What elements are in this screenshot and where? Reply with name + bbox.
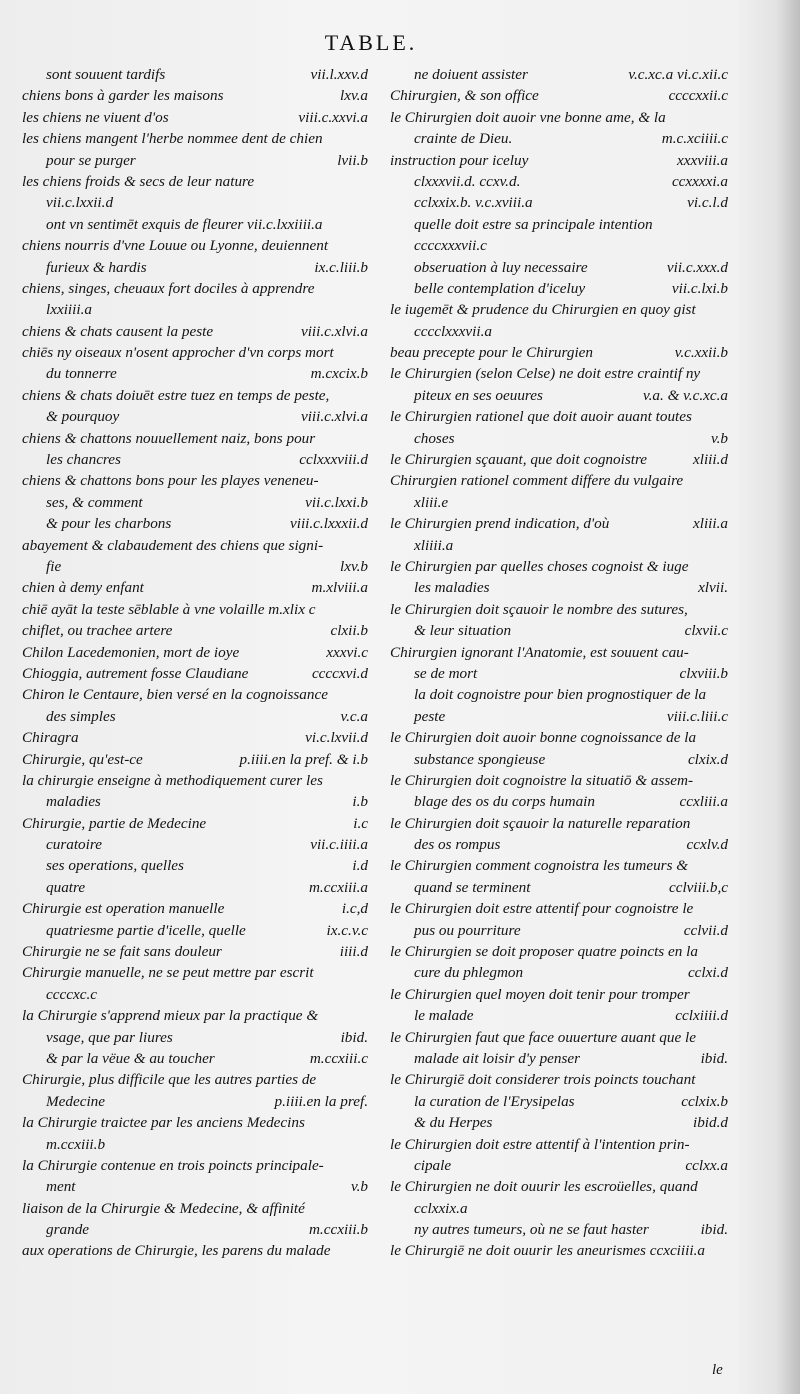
index-entry-text: ont vn sentimēt exquis de fleurer vii.c.lxxiiii.a <box>46 215 323 233</box>
index-entry-reference: vii.c.iiii.a <box>310 836 368 854</box>
index-entry-text: chiens & chattons bons pour les playes veneneu- <box>22 472 319 490</box>
index-line <box>390 877 728 898</box>
index-entry-text: le Chirurgien quel moyen doit tenir pour tromper <box>390 985 690 1003</box>
index-line <box>390 257 728 278</box>
index-line <box>22 235 368 256</box>
index-entry-text: blage des os du corps humain <box>414 793 595 811</box>
index-entry-text: & du Herpes <box>414 1114 493 1132</box>
index-line <box>390 1091 728 1112</box>
index-entry-text: la doit cognoistre pour bien prognostiquer de la <box>414 686 707 704</box>
index-entry-reference: xliii.a <box>692 515 728 533</box>
index-entry-reference: m.c.xciiii.c <box>661 130 728 148</box>
index-entry-text: chiens nourris d'vne Louue ou Lyonne, deuiennent <box>22 237 329 255</box>
index-entry-text: la curation de l'Erysipelas <box>414 1092 575 1110</box>
index-entry-reference: ix.c.v.c <box>326 921 368 939</box>
index-line <box>22 577 368 598</box>
index-entry-reference: ibid. <box>340 1028 368 1046</box>
index-entry-text: ment <box>46 1178 76 1196</box>
index-line <box>22 1155 368 1176</box>
index-entry-text: Chiron le Centaure, bien versé en la cognoissance <box>22 686 328 704</box>
index-line <box>22 428 368 449</box>
index-entry-reference: xxxvi.c <box>326 643 368 661</box>
index-line <box>390 85 728 106</box>
index-line <box>390 428 728 449</box>
index-entry-text: cure du phlegmon <box>414 964 524 982</box>
index-entry-reference: v.a. & v.c.xc.a <box>642 386 728 404</box>
index-line <box>390 813 728 834</box>
index-entry-text: ny autres tumeurs, où ne se faut haster <box>414 1221 649 1239</box>
catchword: le <box>712 1362 723 1378</box>
index-entry-text: lxxiiii.a <box>46 301 92 319</box>
index-entry-reference: vii.l.xxv.d <box>310 66 368 83</box>
index-line <box>390 791 728 812</box>
index-entry-reference: viii.c.xlvi.a <box>300 408 368 426</box>
index-entry-reference: ccxlv.d <box>686 836 728 854</box>
index-entry-reference: ccxxxxi.a <box>671 172 728 190</box>
index-line <box>390 855 728 876</box>
index-line <box>390 299 728 320</box>
index-entry-text: obseruation à luy necessaire <box>414 258 588 276</box>
right-column <box>390 64 728 1262</box>
index-entry-text: Chirurgie ne se fait sans douleur <box>22 943 222 961</box>
index-entry-text: le Chirurgien faut que face ouuerture auant que le <box>390 1028 696 1046</box>
index-line <box>22 1240 368 1261</box>
index-line <box>390 449 728 470</box>
index-entry-text: le Chirurgien doit sçauoir la naturelle reparation <box>390 814 691 832</box>
index-entry-reference: v.c.xc.a vi.c.xii.c <box>628 66 728 83</box>
index-line <box>22 706 368 727</box>
index-line <box>390 1155 728 1176</box>
index-entry-reference: m.ccxiii.a <box>308 878 368 896</box>
index-entry-text: la Chirurgie s'apprend mieux par la practique & <box>22 1007 319 1025</box>
index-entry-text: maladies <box>46 793 101 811</box>
index-line <box>22 299 368 320</box>
index-entry-text: chiens, singes, cheuaux fort dociles à apprendre <box>22 279 315 297</box>
index-line <box>22 1134 368 1155</box>
index-line <box>22 1198 368 1219</box>
index-entry-reference: viii.c.liii.c <box>666 707 728 725</box>
index-line <box>390 150 728 171</box>
index-entry-reference: cclxi.d <box>687 964 728 982</box>
index-line <box>22 791 368 812</box>
index-line <box>390 941 728 962</box>
index-entry-reference: m.xlviii.a <box>311 579 368 597</box>
page-header: TABLE. <box>324 30 418 55</box>
index-entry-text: le malade <box>414 1007 474 1025</box>
index-entry-text: des simples <box>46 707 116 725</box>
index-line <box>390 128 728 149</box>
index-line <box>22 492 368 513</box>
page-edge <box>742 0 800 1394</box>
index-line <box>390 1069 728 1090</box>
index-entry-text: le Chirurgiē doit considerer trois poincts touchant <box>390 1071 696 1089</box>
index-line <box>22 342 368 363</box>
index-line <box>390 385 728 406</box>
index-line <box>22 85 368 106</box>
index-entry-text: le Chirurgien par quelles choses cognoist & iuge <box>390 557 689 575</box>
index-entry-text: quelle doit estre sa principale intention <box>414 215 653 233</box>
index-entry-text: quatre <box>46 878 86 896</box>
index-entry-reference: p.iiii.en la pref. & i.b <box>239 750 368 768</box>
index-entry-text: ses operations, quelles <box>46 857 184 875</box>
index-entry-text: Chirurgien, & son office <box>390 87 539 105</box>
index-line <box>390 620 728 641</box>
index-line <box>22 1112 368 1133</box>
index-line <box>22 749 368 770</box>
index-entry-text: les chiens froids & secs de leur nature <box>22 172 255 190</box>
index-line <box>22 727 368 748</box>
index-line <box>390 599 728 620</box>
index-line <box>390 535 728 556</box>
index-line <box>390 727 728 748</box>
index-entry-text: ne doiuent assister <box>414 66 528 83</box>
index-entry-reference: viii.c.xlvi.a <box>300 322 368 340</box>
index-line <box>22 684 368 705</box>
index-entry-reference: clxii.b <box>330 622 368 640</box>
index-line <box>22 535 368 556</box>
index-entry-text: le Chirurgien doit sçauoir le nombre des sutures, <box>390 600 688 618</box>
index-line <box>390 706 728 727</box>
index-line <box>22 214 368 235</box>
index-entry-reference: xxxviii.a <box>676 151 728 169</box>
index-entry-text: instruction pour iceluy <box>390 151 529 169</box>
index-entry-reference: m.cxcix.b <box>310 365 368 383</box>
index-entry-text: xliii.e <box>414 493 449 511</box>
index-entry-text: abayement & clabaudement des chiens que signi- <box>22 536 324 554</box>
index-line <box>22 1176 368 1197</box>
index-line <box>390 920 728 941</box>
index-line <box>390 1112 728 1133</box>
index-entry-text: aux operations de Chirurgie, les parens du malade <box>22 1242 331 1260</box>
index-entry-text: les chiens ne viuent d'os <box>22 108 169 126</box>
index-entry-reference: v.b <box>350 1178 368 1196</box>
index-entry-text: ccccxxxvii.c <box>414 237 487 255</box>
index-entry-text: le Chirurgien doit auoir vne bonne ame, & la <box>390 108 666 126</box>
index-entry-text: sont souuent tardifs <box>46 66 166 83</box>
index-line <box>390 1176 728 1197</box>
index-entry-reference: vi.c.l.d <box>687 194 728 212</box>
index-entry-text: peste <box>414 707 446 725</box>
index-line <box>390 642 728 663</box>
index-entry-text: le Chirurgien se doit proposer quatre poincts en la <box>390 943 698 961</box>
index-line <box>22 64 368 85</box>
index-line <box>390 214 728 235</box>
index-line <box>390 406 728 427</box>
index-entry-text: le Chirurgien sçauant, que doit cognoistre <box>390 451 648 469</box>
index-entry-text: vii.c.lxxii.d <box>46 194 114 212</box>
index-line <box>22 150 368 171</box>
index-entry-text: pus ou pourriture <box>414 921 521 939</box>
index-entry-reference: lvii.b <box>337 151 368 169</box>
index-entry-reference: clxix.d <box>687 750 728 768</box>
index-entry-text: des os rompus <box>414 836 501 854</box>
index-entry-text: chiflet, ou trachee artere <box>22 622 173 640</box>
index-entry-reference: vii.c.lxxi.b <box>305 493 368 511</box>
index-entry-text: beau precepte pour le Chirurgien <box>390 344 594 362</box>
index-entry-text: ccccxc.c <box>46 985 97 1003</box>
index-line <box>390 107 728 128</box>
index-entry-text: chiens & chattons nouuellement naiz, bons pour <box>22 429 316 447</box>
index-line <box>390 663 728 684</box>
index-entry-text: la chirurgie enseigne à methodiquement curer les <box>22 771 323 789</box>
index-entry-text: chiens bons à garder les maisons <box>22 87 224 105</box>
index-entry-text: crainte de Dieu. <box>414 130 513 148</box>
index-entry-reference: cclvii.d <box>683 921 728 939</box>
index-line <box>22 813 368 834</box>
index-entry-text: xliiii.a <box>414 536 454 554</box>
index-entry-text: cclxxix.a <box>414 1199 468 1217</box>
index-line <box>22 278 368 299</box>
index-entry-text: chiens & chats causent la peste <box>22 322 214 340</box>
index-entry-text: vsage, que par liures <box>46 1028 173 1046</box>
index-entry-text: se de mort <box>414 664 478 682</box>
index-entry-text: & leur situation <box>414 622 512 640</box>
index-entry-text: le Chirurgien doit cognoistre la situatiō & assem- <box>390 771 694 789</box>
index-entry-text: chien à demy enfant <box>22 579 144 597</box>
index-line <box>390 342 728 363</box>
index-entry-text: Chirurgie, qu'est-ce <box>22 750 143 768</box>
index-entry-reference: vii.c.lxi.b <box>671 279 728 297</box>
index-entry-reference: i.c,d <box>341 900 368 918</box>
index-entry-text: piteux en ses oeuures <box>414 386 543 404</box>
index-entry-text: le Chirurgiē ne doit ouurir les aneurismes ccxciiii.a <box>390 1242 705 1260</box>
index-entry-text: ses, & comment <box>46 493 143 511</box>
index-line <box>22 107 368 128</box>
index-line <box>22 406 368 427</box>
index-entry-text: le Chirurgien doit estre attentif à l'intention prin- <box>390 1135 690 1153</box>
index-entry-reference: i.b <box>352 793 368 811</box>
index-line <box>390 278 728 299</box>
index-entry-text: chiē ayāt la teste sēblable à vne volaille m.xlix c <box>22 600 316 618</box>
index-line <box>22 642 368 663</box>
index-entry-reference: m.ccxiii.b <box>308 1221 368 1239</box>
index-line <box>390 64 728 85</box>
index-entry-text: le Chirurgien doit auoir bonne cognoissance de la <box>390 729 697 747</box>
index-entry-text: cccclxxxvii.a <box>414 322 492 340</box>
index-entry-reference: ibid.d <box>692 1114 728 1132</box>
index-entry-text: Chirurgien rationel comment differe du vulgaire <box>390 472 684 490</box>
index-line <box>390 577 728 598</box>
index-line <box>390 513 728 534</box>
index-line <box>22 1005 368 1026</box>
index-entry-reference: cclviii.b,c <box>668 878 728 896</box>
index-line <box>390 984 728 1005</box>
index-line <box>390 470 728 491</box>
index-entry-text: le Chirurgien comment cognoistra les tumeurs & <box>390 857 689 875</box>
index-line <box>22 599 368 620</box>
index-entry-text: les chancres <box>46 451 121 469</box>
index-entry-reference: vii.c.xxx.d <box>666 258 728 276</box>
index-entry-reference: lxv.b <box>340 557 368 575</box>
index-entry-reference: cclxiiii.d <box>675 1007 728 1025</box>
index-line <box>22 128 368 149</box>
index-line <box>390 684 728 705</box>
index-line <box>22 257 368 278</box>
index-line <box>22 385 368 406</box>
index-line <box>390 834 728 855</box>
index-entry-reference: v.c.a <box>340 707 368 725</box>
index-entry-text: Chilon Lacedemonien, mort de ioye <box>22 643 240 661</box>
index-entry-text: chiens & chats doiuēt estre tuez en temps de peste, <box>22 386 330 404</box>
index-entry-text: pour se purger <box>46 151 136 169</box>
index-entry-text: le Chirurgien prend indication, d'où <box>390 515 610 533</box>
index-entry-reference: i.c <box>353 814 368 832</box>
index-entry-text: liaison de la Chirurgie & Medecine, & affinité <box>22 1199 305 1217</box>
index-line <box>390 1048 728 1069</box>
index-line <box>390 363 728 384</box>
index-line <box>22 877 368 898</box>
index-line <box>390 770 728 791</box>
index-entry-text: & pour les charbons <box>46 515 172 533</box>
index-entry-reference: xlvii. <box>698 579 728 597</box>
index-entry-text: quand se terminent <box>414 878 531 896</box>
index-line <box>390 1198 728 1219</box>
index-entry-reference: xliii.d <box>692 451 728 469</box>
index-line <box>22 556 368 577</box>
index-line <box>22 1091 368 1112</box>
index-entry-reference: cclxix.b <box>681 1092 728 1110</box>
index-entry-text: fie <box>46 557 62 575</box>
index-entry-text: Medecine <box>46 1092 106 1110</box>
index-entry-reference: vi.c.lxvii.d <box>305 729 368 747</box>
index-entry-text: belle contemplation d'iceluy <box>414 279 586 297</box>
index-entry-reference: cclxx.a <box>685 1156 728 1174</box>
index-line <box>22 898 368 919</box>
index-entry-text: Chirurgie manuelle, ne se peut mettre par escrit <box>22 964 314 982</box>
index-entry-reference: clxviii.b <box>679 664 728 682</box>
index-line <box>22 984 368 1005</box>
index-entry-reference: ccccxxii.c <box>668 87 728 105</box>
index-line <box>22 513 368 534</box>
index-line <box>22 663 368 684</box>
index-entry-text: Chirurgien ignorant l'Anatomie, est souuent cau- <box>390 643 689 661</box>
index-entry-text: & pourquoy <box>46 408 120 426</box>
index-entry-reference: ibid. <box>700 1049 728 1067</box>
index-line <box>390 1005 728 1026</box>
index-line <box>22 470 368 491</box>
index-line <box>22 449 368 470</box>
index-entry-text: curatoire <box>46 836 102 854</box>
index-line <box>390 171 728 192</box>
index-line <box>22 855 368 876</box>
index-entry-reference: m.ccxiii.c <box>309 1049 368 1067</box>
index-entry-reference: i.d <box>352 857 368 875</box>
index-entry-text: le Chirurgien doit estre attentif pour cognoistre le <box>390 900 694 918</box>
index-entry-reference: lxv.a <box>340 87 368 105</box>
index-entry-reference: viii.c.lxxxii.d <box>289 515 368 533</box>
index-entry-text: cclxxix.b. v.c.xviii.a <box>414 194 533 212</box>
index-entry-reference: v.c.xxii.b <box>674 344 728 362</box>
index-entry-text: clxxxvii.d. ccxv.d. <box>414 172 521 190</box>
index-entry-text: les maladies <box>414 579 490 597</box>
index-line <box>390 192 728 213</box>
index-line <box>22 192 368 213</box>
index-line <box>390 556 728 577</box>
index-line <box>390 321 728 342</box>
left-column <box>22 64 368 1262</box>
index-entry-text: chiēs ny oiseaux n'osent approcher d'vn corps mort <box>22 344 334 362</box>
index-line <box>390 898 728 919</box>
index-entry-reference: p.iiii.en la pref. <box>274 1092 368 1110</box>
index-entry-text: Chiragra <box>22 729 79 747</box>
index-entry-text: la Chirurgie traictee par les anciens Medecins <box>22 1114 305 1132</box>
index-line <box>22 1069 368 1090</box>
index-entry-text: du tonnerre <box>46 365 117 383</box>
index-line <box>22 620 368 641</box>
index-entry-text: quatriesme partie d'icelle, quelle <box>46 921 246 939</box>
index-entry-text: les chiens mangent l'herbe nommee dent de chien <box>22 130 323 148</box>
index-line <box>22 1027 368 1048</box>
index-line <box>22 770 368 791</box>
index-entry-text: la Chirurgie contenue en trois poincts principale- <box>22 1156 324 1174</box>
index-entry-text: m.ccxiii.b <box>46 1135 106 1153</box>
index-line <box>390 1240 728 1261</box>
index-line <box>22 1048 368 1069</box>
index-entry-text: Chirurgie est operation manuelle <box>22 900 225 918</box>
index-line <box>22 834 368 855</box>
index-entry-reference: iiii.d <box>339 943 368 961</box>
index-line <box>390 235 728 256</box>
index-entry-text: & par la vëue & au toucher <box>46 1049 215 1067</box>
index-line <box>22 171 368 192</box>
index-entry-text: le Chirurgien rationel que doit auoir auant toutes <box>390 408 692 426</box>
index-entry-text: furieux & hardis <box>46 258 147 276</box>
index-line <box>390 492 728 513</box>
index-entry-text: le Chirurgien ne doit ouurir les escroüelles, quand <box>390 1178 698 1196</box>
index-entry-text: le iugemēt & prudence du Chirurgien en quoy gist <box>390 301 696 319</box>
index-line <box>22 941 368 962</box>
index-entry-reference: clxvii.c <box>684 622 728 640</box>
index-entry-reference: ccxliii.a <box>679 793 728 811</box>
index-line <box>390 1027 728 1048</box>
index-entry-text: Chirurgie, plus difficile que les autres parties de <box>22 1071 317 1089</box>
index-entry-text: Chirurgie, partie de Medecine <box>22 814 207 832</box>
index-line <box>22 363 368 384</box>
index-line <box>390 749 728 770</box>
index-line <box>22 962 368 983</box>
index-entry-text: grande <box>46 1221 90 1239</box>
index-entry-text: malade ait loisir d'y penser <box>414 1049 581 1067</box>
index-entry-reference: ibid. <box>700 1221 728 1239</box>
index-line <box>390 1134 728 1155</box>
index-entry-text: Chioggia, autrement fosse Claudiane <box>22 664 249 682</box>
index-line <box>22 1219 368 1240</box>
index-entry-text: cipale <box>414 1156 452 1174</box>
index-entry-text: choses <box>414 429 455 447</box>
index-entry-reference: ccccxvi.d <box>311 664 368 682</box>
index-entry-text: substance spongieuse <box>414 750 546 768</box>
index-line <box>22 920 368 941</box>
index-line <box>390 962 728 983</box>
index-entry-text: le Chirurgien (selon Celse) ne doit estre craintif ny <box>390 365 701 383</box>
index-line <box>22 321 368 342</box>
index-entry-reference: v.b <box>710 429 728 447</box>
index-entry-reference: viii.c.xxvi.a <box>298 108 368 126</box>
index-entry-reference: ix.c.liii.b <box>314 258 368 276</box>
index-line <box>390 1219 728 1240</box>
index-entry-reference: cclxxxviii.d <box>299 451 368 469</box>
